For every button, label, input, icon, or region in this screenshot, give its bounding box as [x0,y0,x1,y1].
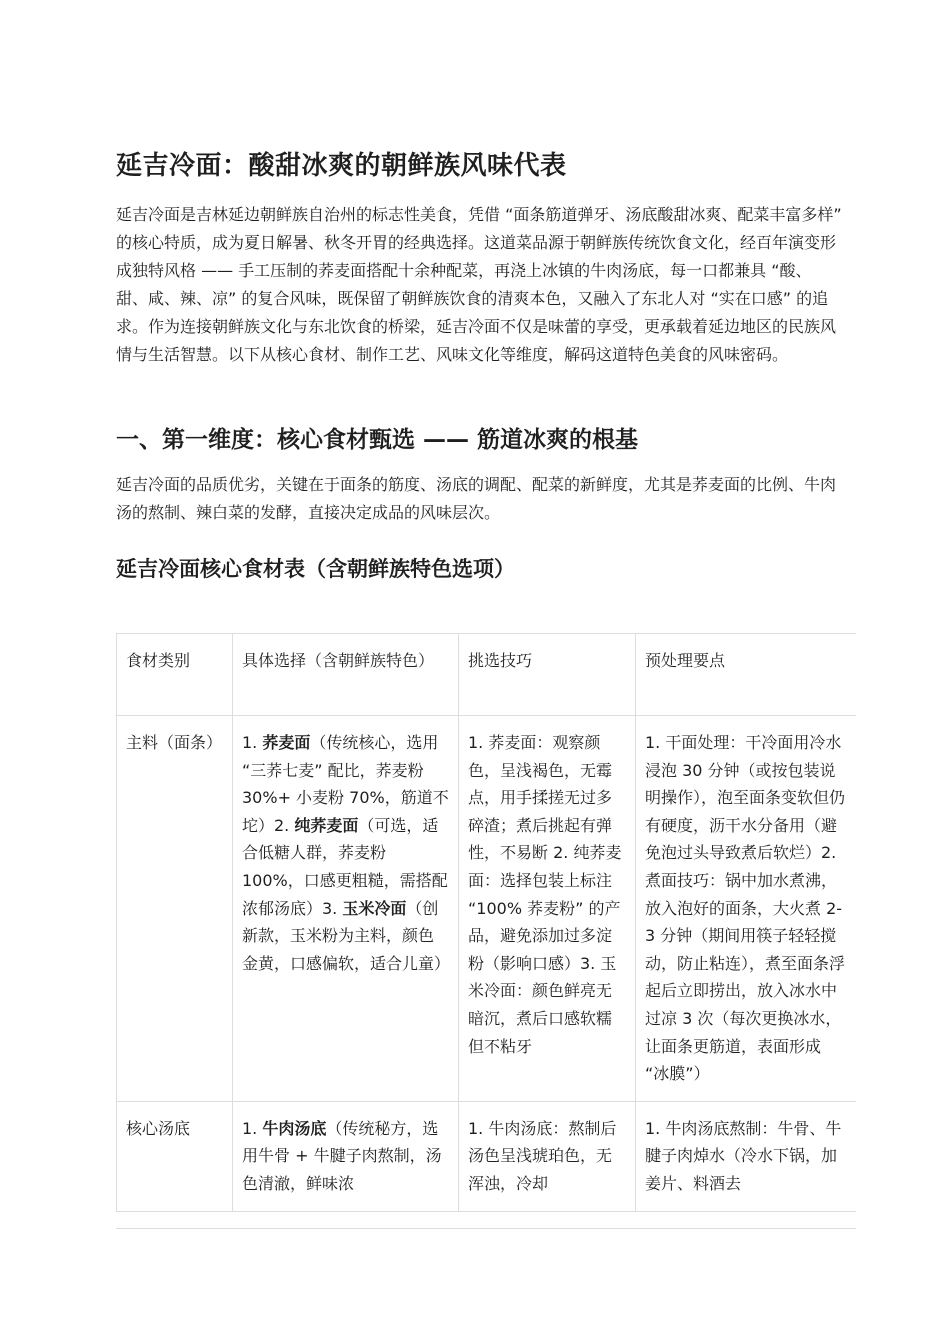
section-paragraph: 延吉冷面的品质优劣，关键在于面条的筋度、汤底的调配、配菜的新鲜度，尤其是荞麦面的比例、牛肉汤的熬制、辣白菜的发酵，直接决定成品的风味层次。 [116,475,837,522]
tips-cell: 1. 牛肉汤底：熬制后汤色呈浅琥珀色，无浑浊，冷却 [459,1101,636,1211]
header-cell: 具体选择（含朝鲜族特色） [233,634,459,716]
table-caption: 延吉冷面核心食材表（含朝鲜族特色选项） [116,557,515,581]
table-row [117,716,857,1102]
table-row [117,1101,857,1211]
ingredient-table [116,633,856,1212]
header-cell: 食材类别 [117,634,233,716]
choice-cell: 1. 荞麦面（传统核心，选用 “三荞七麦” 配比，荞麦粉 30%+ 小麦粉 70%，筋道不坨）2. 纯荞麦面（可选，适合低糖人群，荞麦粉 100%，口感更粗糙，需搭配浓郁汤底）3. 玉米冷面（创新款，玉米粉为主料，颜色金黄，口感偏软，适合儿童） [233,716,459,1102]
ingredient-table-wrapper [116,633,856,1229]
page-title: 延吉冷面：酸甜冰爽的朝鲜族风味代表 [116,151,567,181]
tips-cell: 1. 荞麦面：观察颜色，呈浅褐色，无霉点，用手揉搓无过多碎渣；煮后挑起有弹性，不易断 2. 纯荞麦面：选择包装上标注 “100% 荞麦粉” 的产品，避免添加过多淀粉（影响口感）3. 玉米冷面：颜色鲜亮无暗沉，煮后口感软糯但不粘牙 [459,716,636,1102]
category-cell: 核心汤底 [117,1101,233,1211]
prep-cell: 1. 牛肉汤底熬制：牛骨、牛腱子肉焯水（冷水下锅，加姜片、料酒去 [636,1101,857,1211]
table-header-row [117,634,857,716]
intro-paragraph: 延吉冷面是吉林延边朝鲜族自治州的标志性美食，凭借 “面条筋道弹牙、汤底酸甜冰爽、配菜丰富多样” 的核心特质，成为夏日解暑、秋冬开胃的经典选择。这道菜品源于朝鲜族传统饮食文化，经百年演变形成独特风格 —— 手工压制的荞麦面搭配十余种配菜，再浇上冰镇的牛肉汤底，每一口都兼具 “酸、甜、咸、辣、凉” 的复合风味，既保留了朝鲜族饮食的清爽本色，又融入了东北人对 “实在口感” 的追求。作为连接朝鲜族文化与东北饮食的桥梁，延吉冷面不仅是味蕾的享受，更承载着延边地区的民族风情与生活智慧。以下从核心食材、制作工艺、风味文化等维度，解码这道特色美食的风味密码。 [116,205,842,364]
category-cell: 主料（面条） [117,716,233,1102]
section-heading: 一、第一维度：核心食材甄选 —— 筋道冰爽的根基 [116,427,639,453]
header-cell: 预处理要点 [636,634,857,716]
prep-cell: 1. 干面处理：干冷面用冷水浸泡 30 分钟（或按包装说明操作），泡至面条变软但仍有硬度，沥干水分备用（避免泡过头导致煮后软烂）2. 煮面技巧：锅中加水煮沸，放入泡好的面条，大火煮 2-3 分钟（期间用筷子轻轻搅动，防止粘连），煮至面条浮起后立即捞出，放入冰水中过凉 3 次（每次更换冰水，让面条更筋道，表面形成 “冰膜”） [636,716,857,1102]
header-cell: 挑选技巧 [459,634,636,716]
choice-cell: 1. 牛肉汤底（传统秘方，选用牛骨 + 牛腱子肉熬制，汤色清澈，鲜味浓 [233,1101,459,1211]
